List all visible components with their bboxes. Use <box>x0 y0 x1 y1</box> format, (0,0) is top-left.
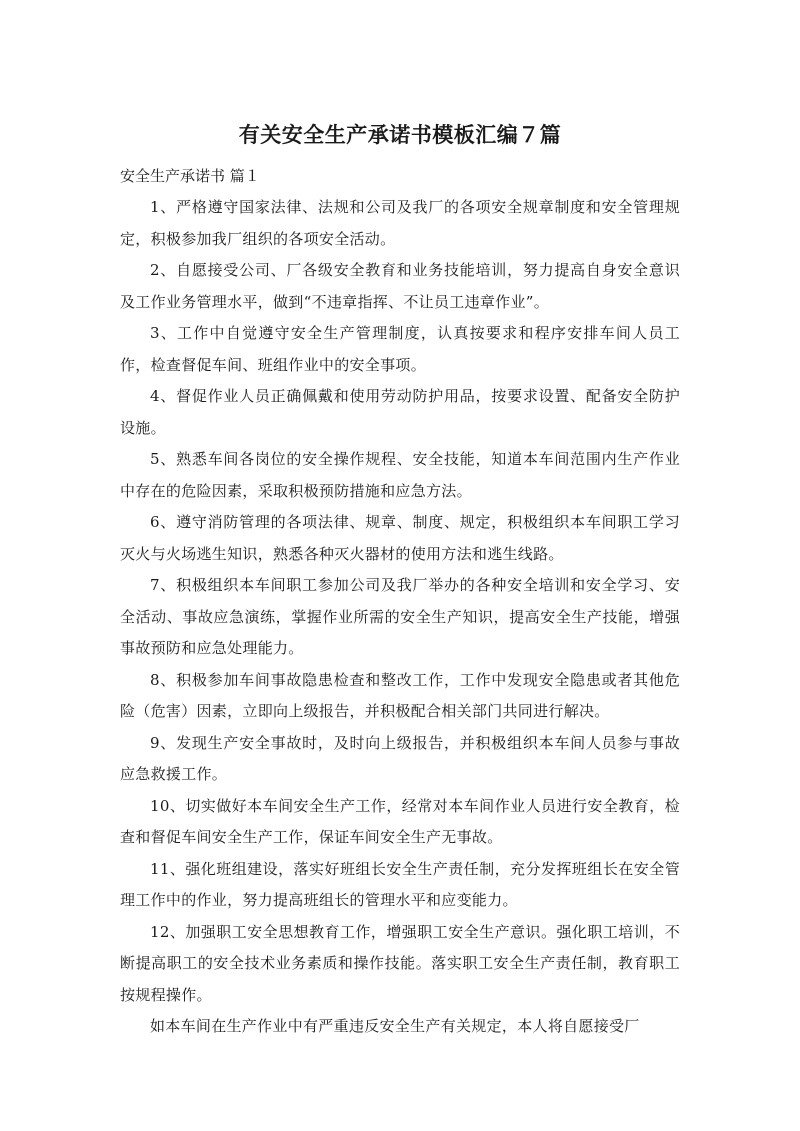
paragraph-1: 1、严格遵守国家法律、法规和公司及我厂的各项安全规章制度和安全管理规定，积极参加我厂组织的各项安全活动。 <box>120 198 680 248</box>
paragraph-11: 11、强化班组建设，落实好班组长安全生产责任制，充分发挥班组长在安全管理工作中的作业，努力提高班组长的管理水平和应变能力。 <box>120 859 680 909</box>
paragraph-3: 3、工作中自觉遵守安全生产管理制度，认真按要求和程序安排车间人员工作，检查督促车间、班组作业中的安全事项。 <box>120 324 680 374</box>
paragraph-9: 9、发现生产安全事故时，及时向上级报告，并积极组织本车间人员参与事故应急救援工作。 <box>120 733 680 783</box>
paragraph-5: 5、熟悉车间各岗位的安全操作规程、安全技能，知道本车间范围内生产作业中存在的危险因素，采取积极预防措施和应急方法。 <box>120 450 680 500</box>
paragraph-10: 10、切实做好本车间安全生产工作，经常对本车间作业人员进行安全教育，检查和督促车间安全生产工作，保证车间安全生产无事故。 <box>120 796 680 846</box>
paragraph-12: 12、加强职工安全思想教育工作，增强职工安全生产意识。强化职工培训，不断提高职工的安全技术业务素质和操作技能。落实职工安全生产责任制，教育职工按规程操作。 <box>120 922 680 1004</box>
paragraph-7: 7、积极组织本车间职工参加公司及我厂举办的各种安全培训和安全学习、安全活动、事故应急演练，掌握作业所需的安全生产知识，提高安全生产技能，增强事故预防和应急处理能力。 <box>120 576 680 657</box>
paragraph-4: 4、督促作业人员正确佩戴和使用劳动防护用品，按要求设置、配备安全防护设施。 <box>120 387 680 437</box>
paragraph-2: 2、自愿接受公司、厂各级安全教育和业务技能培训，努力提高自身安全意识及工作业务管理水平，做到“不违章指挥、不让员工违章作业”。 <box>120 261 680 311</box>
section-heading: 安全生产承诺书 篇１ <box>120 167 260 185</box>
paragraph-8: 8、积极参加车间事故隐患检查和整改工作，工作中发现安全隐患或者其他危险（危害）因素，立即向上级报告，并积极配合相关部门共同进行解决。 <box>120 670 680 720</box>
paragraph-6: 6、遵守消防管理的各项法律、规章、制度、规定，积极组织本车间职工学习灭火与火场逃生知识，熟悉各种灭火器材的使用方法和逃生线路。 <box>120 513 680 563</box>
paragraph-closing: 如本车间在生产作业中有严重违反安全生产有关规定，本人将自愿接受厂 <box>150 1017 640 1035</box>
document-title: 有关安全生产承诺书模板汇编７篇 <box>238 123 562 147</box>
document-body <box>120 192 680 1043</box>
